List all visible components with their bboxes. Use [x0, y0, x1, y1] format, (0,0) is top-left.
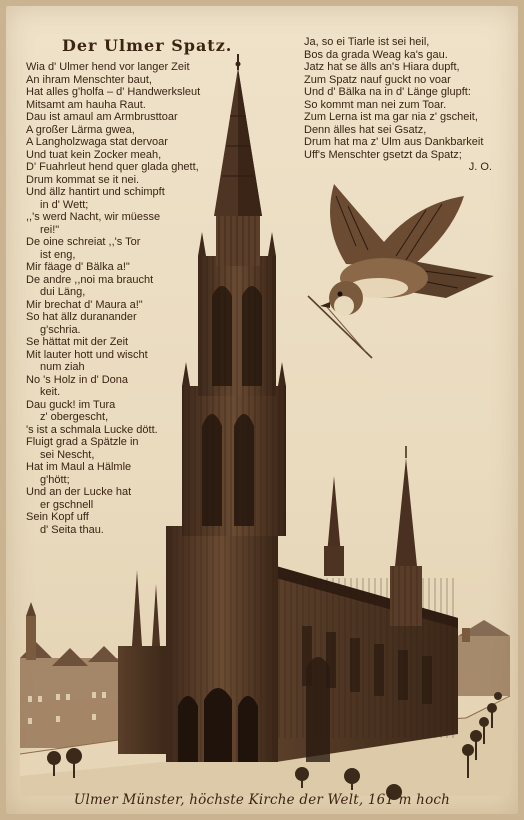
- postcard: [6, 6, 518, 814]
- poem-line: num ziah: [40, 361, 85, 373]
- poem-line: De oine schreiat ,,'s Tor: [26, 236, 141, 248]
- poem-line: Denn älles hat sei Gsatz,: [304, 123, 427, 136]
- poem-signature: J. O.: [468, 161, 492, 173]
- poem-line: Mitsamt am hauha Raut.: [26, 98, 146, 111]
- poem-left-column: [26, 36, 236, 536]
- poem-line: Dau ist amaul am Armbrusttoar: [26, 111, 178, 123]
- sparrow-with-straw: [308, 184, 494, 358]
- poem-line: Fluigt grad a Spätzle in: [26, 436, 139, 448]
- poem-line: 's ist a schmala Lucke dött.: [26, 423, 158, 436]
- poem-line: Mit lauter hott und wischt: [26, 348, 148, 361]
- poem-line: So hat ällz duranander: [26, 311, 137, 323]
- poem-line: g'schria.: [40, 323, 81, 336]
- poem-line: sei Nescht,: [40, 448, 95, 461]
- poem-line: Mir fäage d' Bälka a!": [26, 261, 130, 273]
- poem-right-column: [304, 36, 510, 174]
- poem-line: Ja, so ei Tiarle ist sei heil,: [304, 36, 430, 48]
- poem-line: Hat im Maul a Hälmle: [26, 461, 132, 473]
- town-background: [20, 602, 130, 748]
- poem-line: Dau guck! im Tura: [26, 398, 116, 411]
- poem-line: Zum Spatz nauf guckt no voar: [304, 73, 451, 86]
- poem-line: A Langholzwaga stat dervoar: [26, 136, 168, 148]
- poem-line: De andre ,,noi ma braucht: [26, 273, 154, 286]
- poem-line: Jatz hat se älls an's Hiara dupft,: [304, 61, 460, 73]
- poem-line: Drum kommat se it nei.: [26, 173, 140, 186]
- poem-line: Mir brechat d' Maura a!": [26, 298, 143, 311]
- poem-line: g'hött;: [40, 473, 70, 486]
- poem-line: Wia d' Ulmer hend vor langer Zeit: [26, 61, 190, 73]
- buildings-right: [458, 620, 510, 696]
- poem-line: Und ällz hantirt und schimpft: [26, 186, 165, 198]
- poem-line: ist eng,: [40, 248, 76, 261]
- poem-line: Uff's Menschter gsetzt da Spatz;: [304, 148, 462, 161]
- poem-line: Zum Lerna ist ma gar nia z' gscheit,: [304, 111, 478, 123]
- poem-line: er gschnell: [40, 498, 94, 511]
- poem-line: Und d' Bälka na in d' Länge glupft:: [304, 86, 471, 98]
- poem-line: Drum hat ma z' Ulm aus Dankbarkeit: [304, 136, 484, 148]
- poem-line: A großer Lärma gwea,: [26, 123, 135, 136]
- poem-line: rei!": [40, 223, 60, 236]
- poem-line: keit.: [40, 386, 61, 398]
- nave: [276, 566, 458, 762]
- poem-line: No 's Holz in d' Dona: [26, 373, 129, 386]
- postcard-caption: Ulmer Münster, höchste Kirche der Welt, 161 m hoch: [73, 792, 451, 808]
- poem-line: Bos da grada Weag ka's gau.: [304, 48, 448, 61]
- poem-line: Sein Kopf uff: [26, 511, 89, 523]
- poem-line: d' Seita thau.: [40, 523, 104, 536]
- poem-line: So kommt man nei zum Toar.: [304, 98, 447, 111]
- poem-line: ,,'s werd Nacht, wir müesse: [26, 211, 161, 223]
- poem-line: in d' Wett;: [40, 198, 89, 211]
- poem-line: D' Fuahrleut hend quer glada ghett,: [26, 161, 199, 173]
- poem-line: Und an der Lucke hat: [26, 486, 132, 498]
- poem-line: Se hättat mit der Zeit: [26, 336, 129, 348]
- poem-title: Der Ulmer Spatz.: [62, 36, 233, 55]
- poem-line: dui Läng,: [40, 286, 86, 298]
- poem-line: Und tuat kein Zocker meah,: [26, 148, 162, 161]
- poem-line: z' obergescht,: [40, 411, 109, 423]
- poem-line: Hat alles g'holfa – d' Handwerksleut: [26, 86, 201, 98]
- poem-line: An ihram Menschter baut,: [26, 73, 152, 86]
- left-aisle: [118, 646, 168, 754]
